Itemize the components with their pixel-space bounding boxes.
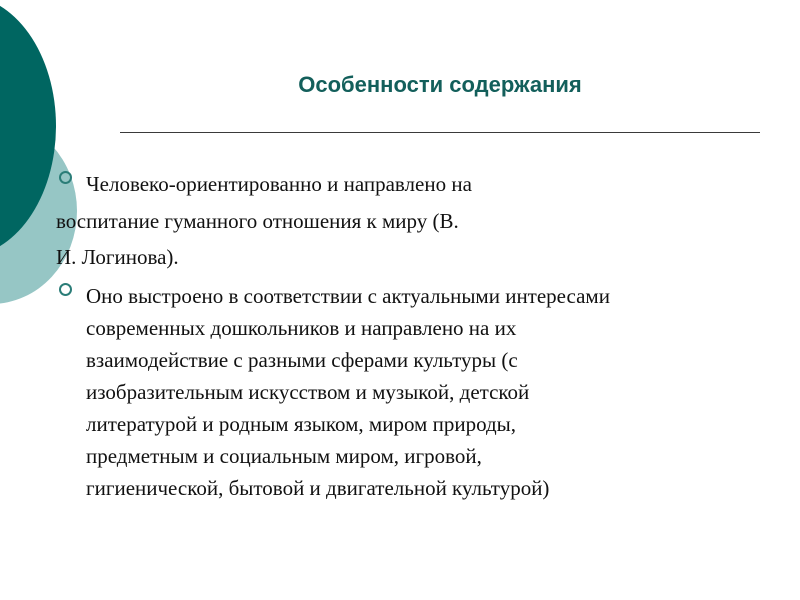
- bullet-2-line-7: гигиенической, бытовой и двигательной культурой): [86, 476, 550, 500]
- bullet-1-line-3: И. Логинова).: [56, 245, 179, 269]
- bullet-2-line-1: Оно выстроено в соответствии с актуальными интересами: [86, 284, 610, 308]
- bullet-2-line-4: изобразительным искусством и музыкой, детской: [86, 380, 530, 404]
- bullet-2-line-3: взаимодействие с разными сферами культуры (с: [86, 348, 518, 372]
- bullet-2-line-6: предметным и социальным миром, игровой,: [86, 444, 482, 468]
- slide-title: Особенности содержания: [298, 72, 582, 97]
- bullet-2-line-2: современных дошкольников и направлено на их: [86, 316, 517, 340]
- bullet-1-line-1: Человеко-ориентированно и направлено на: [86, 172, 472, 196]
- bullet-2-line-5: литературой и родным языком, миром природы,: [86, 412, 517, 436]
- title-divider: [120, 132, 760, 133]
- hollow-circle-bullet-icon: [59, 283, 72, 296]
- hollow-circle-bullet-icon: [59, 171, 72, 184]
- bullet-1-line-2: воспитание гуманного отношения к миру (В.: [56, 209, 459, 233]
